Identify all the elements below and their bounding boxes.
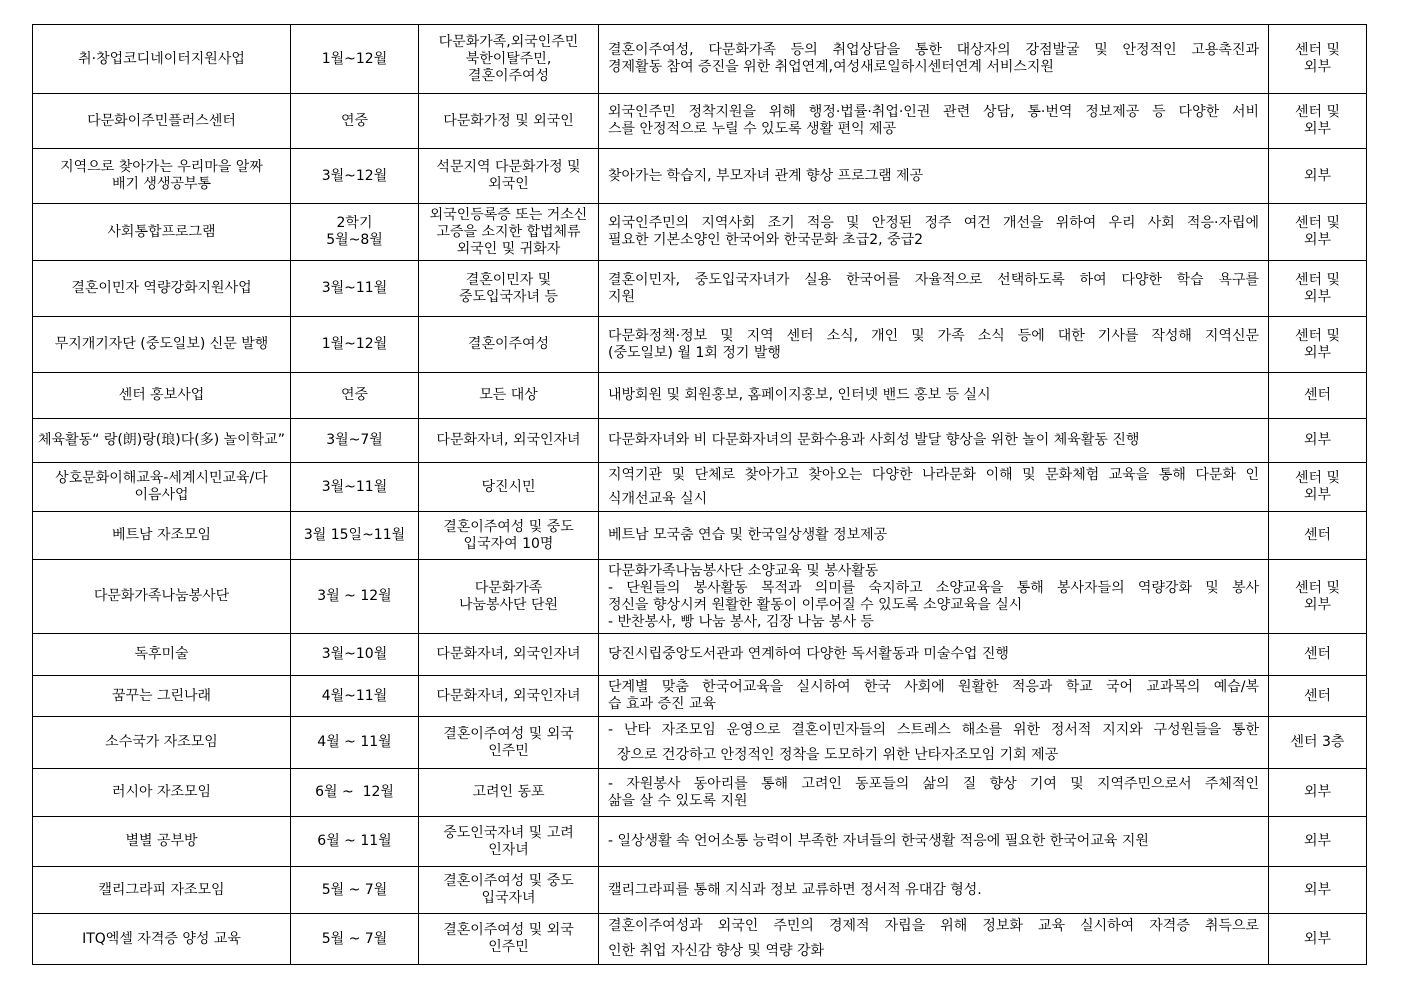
target-text: 결혼이주여성 및 외국 bbox=[443, 922, 574, 938]
program-name-text: 러시아 자조모임 bbox=[111, 784, 212, 800]
target-text: 외국인 및 귀화자 bbox=[456, 240, 561, 257]
table-row bbox=[33, 261, 1367, 317]
period-text: 3월~12월 bbox=[321, 167, 388, 184]
period-text: 5월 ~ 7월 bbox=[321, 881, 388, 898]
period-cell bbox=[291, 676, 419, 717]
location-text: 외부 bbox=[1303, 833, 1332, 849]
target-cell bbox=[419, 676, 599, 717]
content-text: 베트남 모국춤 연습 및 한국일상생활 정보제공 bbox=[608, 527, 888, 543]
target-cell bbox=[419, 817, 599, 867]
period-cell bbox=[291, 373, 419, 419]
content-cell bbox=[599, 717, 1269, 769]
content-text: 지원 bbox=[608, 288, 636, 305]
period-text: 5월~8월 bbox=[326, 232, 383, 248]
program-name-text: 소수국가 자조모임 bbox=[105, 734, 218, 750]
content-text: 찾아가는 학습지, 부모자녀 관계 향상 프로그램 제공 bbox=[608, 167, 924, 184]
target-text: 다문화가정 및 외국인 bbox=[443, 112, 574, 129]
table-row bbox=[33, 717, 1367, 769]
table-row bbox=[33, 676, 1367, 717]
table-row bbox=[33, 463, 1367, 512]
period-cell bbox=[291, 817, 419, 867]
location-text: 센터 3층 bbox=[1290, 734, 1345, 750]
period-text: 3월 15일~11월 bbox=[303, 527, 406, 543]
target-cell bbox=[419, 914, 599, 965]
location-cell bbox=[1269, 634, 1367, 676]
program-name-text: 결혼이민자 역량강화지원사업 bbox=[71, 280, 252, 296]
target-cell bbox=[419, 560, 599, 634]
target-text: 인자녀 bbox=[488, 841, 529, 858]
target-text: 중도인국자녀 및 고려 bbox=[443, 824, 574, 841]
content-cell bbox=[599, 419, 1269, 463]
period-text: 3월~7월 bbox=[326, 432, 383, 448]
location-text: 센터 및 bbox=[1294, 470, 1341, 486]
location-text: 센터 bbox=[1303, 527, 1332, 543]
target-text: 다문화자녀, 외국인자녀 bbox=[436, 432, 581, 448]
target-text: 결혼이주여성 및 중도 bbox=[443, 873, 574, 889]
program-name-text: 취·창업코디네이터지원사업 bbox=[78, 50, 245, 67]
table-row bbox=[33, 373, 1367, 419]
location-cell bbox=[1269, 373, 1367, 419]
content-text: - 난타 자조모임 운영으로 결혼이민자들의 스트레스 해소를 위한 정서적 지지와 구성원들을 통한 bbox=[608, 721, 1259, 738]
location-text: 외부 bbox=[1303, 167, 1332, 184]
content-text: 지역기관 및 단체로 찾아가고 찾아오는 다양한 나라문화 이해 및 문화체험 교육을 통해 다문화 인 bbox=[608, 467, 1259, 483]
content-text: 필요한 기본소양인 한국어와 한국문화 초급2, 중급2 bbox=[608, 232, 923, 248]
table-row bbox=[33, 512, 1367, 560]
location-cell bbox=[1269, 463, 1367, 512]
content-cell bbox=[599, 560, 1269, 634]
content-text: - 자원봉사 동아리를 통해 고려인 동포들의 삶의 질 향상 기여 및 지역주민으로서 주체적인 bbox=[608, 775, 1259, 792]
content-cell bbox=[599, 149, 1269, 204]
content-cell bbox=[599, 373, 1269, 419]
program-name-text: 배기 생생공부통 bbox=[111, 176, 212, 192]
period-text: 연중 bbox=[340, 112, 369, 129]
location-text: 외부 bbox=[1303, 432, 1332, 448]
location-text: 외부 bbox=[1303, 59, 1332, 75]
program-name-cell bbox=[33, 717, 291, 769]
content-text: 캘리그라피를 통해 지식과 정보 교류하면 정서적 유대감 형성. bbox=[608, 881, 982, 898]
location-cell bbox=[1269, 419, 1367, 463]
program-name-cell bbox=[33, 94, 291, 149]
content-text: 장으로 건강하고 안정적인 정착을 도모하기 위한 난타자조모임 기회 제공 bbox=[608, 746, 1059, 763]
location-cell bbox=[1269, 317, 1367, 373]
program-name-text: 상호문화이해교육-세계시민교육/다 bbox=[55, 470, 268, 486]
content-cell bbox=[599, 676, 1269, 717]
target-cell bbox=[419, 204, 599, 261]
program-table-body bbox=[33, 25, 1367, 965]
program-name-cell bbox=[33, 914, 291, 965]
content-text: 습 효과 증진 교육 bbox=[608, 696, 717, 712]
period-cell bbox=[291, 25, 419, 94]
table-row bbox=[33, 25, 1367, 94]
content-text: - 일상생활 속 언어소통 능력이 부족한 자녀들의 한국생활 적응에 필요한 한국어교육 지원 bbox=[608, 833, 1149, 849]
program-name-cell bbox=[33, 317, 291, 373]
content-text: 결혼이주여성, 다문화가족 등의 취업상담을 통한 대상자의 강점발굴 및 안정적인 고용촉진과 bbox=[608, 42, 1259, 58]
period-cell bbox=[291, 94, 419, 149]
program-name-cell bbox=[33, 867, 291, 914]
period-cell bbox=[291, 261, 419, 317]
target-cell bbox=[419, 149, 599, 204]
period-text: 6월 ~ 11월 bbox=[317, 833, 392, 849]
content-text: 외국인주민의 지역사회 조기 적응 및 안정된 정주 여건 개선을 위하여 우리 사회 적응·자립에 bbox=[608, 215, 1259, 231]
location-cell bbox=[1269, 261, 1367, 317]
target-cell bbox=[419, 317, 599, 373]
target-text: 인주민 bbox=[488, 742, 529, 759]
period-cell bbox=[291, 317, 419, 373]
period-cell bbox=[291, 914, 419, 965]
content-cell bbox=[599, 204, 1269, 261]
location-cell bbox=[1269, 769, 1367, 817]
content-cell bbox=[599, 463, 1269, 512]
target-cell bbox=[419, 512, 599, 560]
program-name-text: 별별 공부방 bbox=[125, 833, 198, 849]
target-text: 외국인 bbox=[488, 176, 529, 192]
location-text: 외부 bbox=[1303, 288, 1332, 305]
content-cell bbox=[599, 261, 1269, 317]
content-text: 외국인주민 정착지원을 위해 행정·법률·취업·인권 관련 상담, 통·번역 정보제공 등 다양한 서비 bbox=[608, 104, 1259, 120]
program-name-text: 독후미술 bbox=[134, 646, 189, 662]
content-cell bbox=[599, 817, 1269, 867]
content-text: 단계별 맞춤 한국어교육을 실시하여 한국 사회에 원활한 적응과 학교 국어 교과목의 예습/복 bbox=[608, 679, 1259, 695]
location-text: 센터 및 bbox=[1294, 271, 1341, 288]
table-row bbox=[33, 149, 1367, 204]
location-cell bbox=[1269, 94, 1367, 149]
target-text: 외국인등록증 또는 거소신 bbox=[429, 206, 588, 223]
target-text: 인주민 bbox=[488, 939, 529, 955]
period-cell bbox=[291, 769, 419, 817]
target-cell bbox=[419, 373, 599, 419]
period-cell bbox=[291, 867, 419, 914]
target-cell bbox=[419, 634, 599, 676]
target-text: 다문화자녀, 외국인자녀 bbox=[436, 687, 581, 704]
location-cell bbox=[1269, 25, 1367, 94]
target-cell bbox=[419, 94, 599, 149]
content-text: 경제활동 참여 증진을 위한 취업연계,여성새로일하시센터연계 서비스지원 bbox=[608, 59, 1054, 75]
period-cell bbox=[291, 463, 419, 512]
program-name-text: 사회통합프로그램 bbox=[107, 223, 216, 240]
table-row bbox=[33, 634, 1367, 676]
target-cell bbox=[419, 867, 599, 914]
location-text: 센터 및 bbox=[1294, 104, 1341, 120]
content-text: 당진시립중앙도서관과 연계하여 다양한 독서활동과 미술수업 진행 bbox=[608, 646, 1009, 662]
content-text: 다문화자녀와 비 다문화자녀의 문화수용과 사회성 발달 향상을 위한 놀이 체육활동 진행 bbox=[608, 432, 1140, 448]
target-text: 입국자여 10명 bbox=[463, 535, 554, 552]
program-name-cell bbox=[33, 817, 291, 867]
content-text: 스를 안정적으로 누릴 수 있도록 생활 편익 제공 bbox=[608, 121, 897, 137]
program-name-cell bbox=[33, 25, 291, 94]
target-cell bbox=[419, 25, 599, 94]
content-text: 내방회원 및 회원홍보, 홈페이지홍보, 인터넷 밴드 홍보 등 실시 bbox=[608, 387, 991, 403]
table-row bbox=[33, 560, 1367, 634]
location-text: 외부 bbox=[1303, 487, 1332, 503]
period-text: 1월~12월 bbox=[321, 336, 388, 352]
content-cell bbox=[599, 634, 1269, 676]
period-cell bbox=[291, 149, 419, 204]
target-text: 당진시민 bbox=[481, 478, 536, 495]
program-name-cell bbox=[33, 769, 291, 817]
program-name-cell bbox=[33, 560, 291, 634]
location-text: 센터 bbox=[1303, 687, 1332, 704]
program-name-cell bbox=[33, 512, 291, 560]
program-name-text: 센터 홍보사업 bbox=[118, 387, 205, 403]
location-cell bbox=[1269, 676, 1367, 717]
program-name-text: 체육활동“ 랑(朗)랑(琅)다(多) 놀이학교” bbox=[38, 432, 285, 448]
content-cell bbox=[599, 512, 1269, 560]
target-text: 결혼이주여성 및 중도 bbox=[443, 518, 574, 535]
table-row bbox=[33, 94, 1367, 149]
period-text: 4월~11월 bbox=[321, 687, 388, 704]
target-cell bbox=[419, 463, 599, 512]
target-text: 입국자녀 bbox=[481, 890, 536, 906]
period-text: 3월~11월 bbox=[321, 478, 388, 495]
content-text: 결혼이주여성과 외국인 주민의 경제적 자립을 위해 정보화 교육 실시하여 자격증 취득으로 bbox=[608, 918, 1259, 934]
period-cell bbox=[291, 717, 419, 769]
target-text: 모든 대상 bbox=[479, 387, 538, 403]
period-text: 1월~12월 bbox=[321, 50, 388, 67]
period-text: 3월 ~ 12월 bbox=[317, 588, 392, 604]
content-text: - 단원들의 봉사활동 목적과 의미를 숙지하고 소양교육을 통해 봉사자들의 역량강화 및 봉사 bbox=[608, 579, 1259, 596]
period-cell bbox=[291, 560, 419, 634]
content-cell bbox=[599, 94, 1269, 149]
location-cell bbox=[1269, 914, 1367, 965]
target-text: 결혼이민자 및 bbox=[465, 271, 552, 288]
table-row bbox=[33, 817, 1367, 867]
table-row bbox=[33, 317, 1367, 373]
program-name-cell bbox=[33, 463, 291, 512]
program-name-cell bbox=[33, 149, 291, 204]
content-cell bbox=[599, 769, 1269, 817]
target-text: 고증을 소지한 합법체류 bbox=[436, 223, 581, 240]
table-row bbox=[33, 204, 1367, 261]
program-name-text: 지역으로 찾아가는 우리마을 알짜 bbox=[60, 159, 263, 175]
period-text: 4월 ~ 11월 bbox=[317, 734, 392, 750]
program-name-text: 다문화가족나눔봉사단 bbox=[93, 588, 230, 604]
location-text: 외부 bbox=[1303, 596, 1332, 613]
target-text: 고려인 동포 bbox=[472, 784, 545, 800]
program-name-cell bbox=[33, 419, 291, 463]
program-name-text: 베트남 자조모임 bbox=[111, 527, 212, 543]
target-text: 석문지역 다문화가정 및 bbox=[436, 159, 581, 175]
target-text: 결혼이주여성 bbox=[467, 67, 550, 84]
period-cell bbox=[291, 419, 419, 463]
period-text: 2학기 bbox=[336, 215, 373, 231]
location-text: 센터 및 bbox=[1294, 579, 1341, 596]
program-name-text: 무지개기자단 (중도일보) 신문 발행 bbox=[54, 336, 269, 352]
program-name-text: 다문화이주민플러스센터 bbox=[87, 112, 236, 129]
period-text: 연중 bbox=[340, 387, 369, 403]
location-cell bbox=[1269, 512, 1367, 560]
content-text: 삶을 살 수 있도록 지원 bbox=[608, 792, 748, 809]
location-text: 외부 bbox=[1303, 784, 1332, 800]
content-cell bbox=[599, 914, 1269, 965]
location-text: 외부 bbox=[1303, 232, 1332, 248]
program-name-cell bbox=[33, 261, 291, 317]
location-cell bbox=[1269, 149, 1367, 204]
content-cell bbox=[599, 867, 1269, 914]
content-text: - 반찬봉사, 빵 나눔 봉사, 김장 나눔 봉사 등 bbox=[608, 613, 874, 630]
location-cell bbox=[1269, 817, 1367, 867]
location-cell bbox=[1269, 560, 1367, 634]
period-text: 5월 ~ 7월 bbox=[321, 930, 388, 947]
program-table bbox=[32, 24, 1367, 965]
target-text: 북한이탈주민, bbox=[465, 50, 552, 67]
target-text: 중도입국자녀 등 bbox=[458, 288, 559, 305]
period-text: 6월 ~ 12월 bbox=[315, 784, 394, 800]
table-row bbox=[33, 419, 1367, 463]
table-row bbox=[33, 914, 1367, 965]
target-text: 다문화가족,외국인주민 bbox=[438, 33, 579, 50]
program-name-text: 이음사업 bbox=[134, 487, 189, 503]
content-text: (중도일보) 월 1회 정기 발행 bbox=[608, 344, 781, 361]
period-cell bbox=[291, 204, 419, 261]
location-text: 외부 bbox=[1303, 930, 1332, 947]
period-cell bbox=[291, 634, 419, 676]
target-text: 결혼이주여성 bbox=[467, 336, 550, 352]
target-cell bbox=[419, 717, 599, 769]
location-text: 센터 및 bbox=[1294, 215, 1341, 231]
target-text: 결혼이주여성 및 외국 bbox=[443, 725, 574, 742]
content-text: 정신을 향상시켜 원활한 활동이 이루어질 수 있도록 소양교육을 실시 bbox=[608, 596, 1023, 613]
content-text: 다문화가족나눔봉사단 소양교육 및 봉사활동 bbox=[608, 562, 879, 579]
location-text: 센터 및 bbox=[1294, 327, 1341, 344]
content-cell bbox=[599, 317, 1269, 373]
location-text: 외부 bbox=[1303, 121, 1332, 137]
period-cell bbox=[291, 512, 419, 560]
program-name-cell bbox=[33, 634, 291, 676]
program-name-cell bbox=[33, 204, 291, 261]
content-text: 인한 취업 자신감 향상 및 역량 강화 bbox=[608, 943, 825, 959]
content-text: 식개선교육 실시 bbox=[608, 491, 708, 507]
location-text: 센터 및 bbox=[1294, 42, 1341, 58]
location-text: 외부 bbox=[1303, 881, 1332, 898]
target-cell bbox=[419, 419, 599, 463]
program-name-text: ITQ엑셀 자격증 양성 교육 bbox=[82, 930, 241, 947]
target-text: 나눔봉사단 단원 bbox=[458, 596, 559, 613]
content-text: 다문화정책·정보 및 지역 센터 소식, 개인 및 가족 소식 등에 대한 기사를 작성해 지역신문 bbox=[608, 327, 1259, 344]
program-name-text: 캘리그라피 자조모임 bbox=[98, 881, 225, 898]
target-cell bbox=[419, 769, 599, 817]
table-row bbox=[33, 769, 1367, 817]
period-text: 3월~10월 bbox=[321, 646, 388, 662]
content-cell bbox=[599, 25, 1269, 94]
location-text: 센터 bbox=[1303, 646, 1332, 662]
period-text: 3월~11월 bbox=[321, 280, 388, 296]
target-text: 다문화가족 bbox=[474, 579, 543, 596]
location-text: 센터 bbox=[1303, 387, 1332, 403]
location-text: 외부 bbox=[1303, 344, 1332, 361]
program-name-cell bbox=[33, 676, 291, 717]
location-cell bbox=[1269, 867, 1367, 914]
program-name-text: 꿈꾸는 그린나래 bbox=[111, 687, 212, 704]
location-cell bbox=[1269, 204, 1367, 261]
location-cell bbox=[1269, 717, 1367, 769]
target-cell bbox=[419, 261, 599, 317]
target-text: 다문화자녀, 외국인자녀 bbox=[436, 646, 581, 662]
table-row bbox=[33, 867, 1367, 914]
program-name-cell bbox=[33, 373, 291, 419]
content-text: 결혼이민자, 중도입국자녀가 실용 한국어를 자율적으로 선택하도록 하여 다양한 학습 욕구를 bbox=[608, 271, 1259, 288]
